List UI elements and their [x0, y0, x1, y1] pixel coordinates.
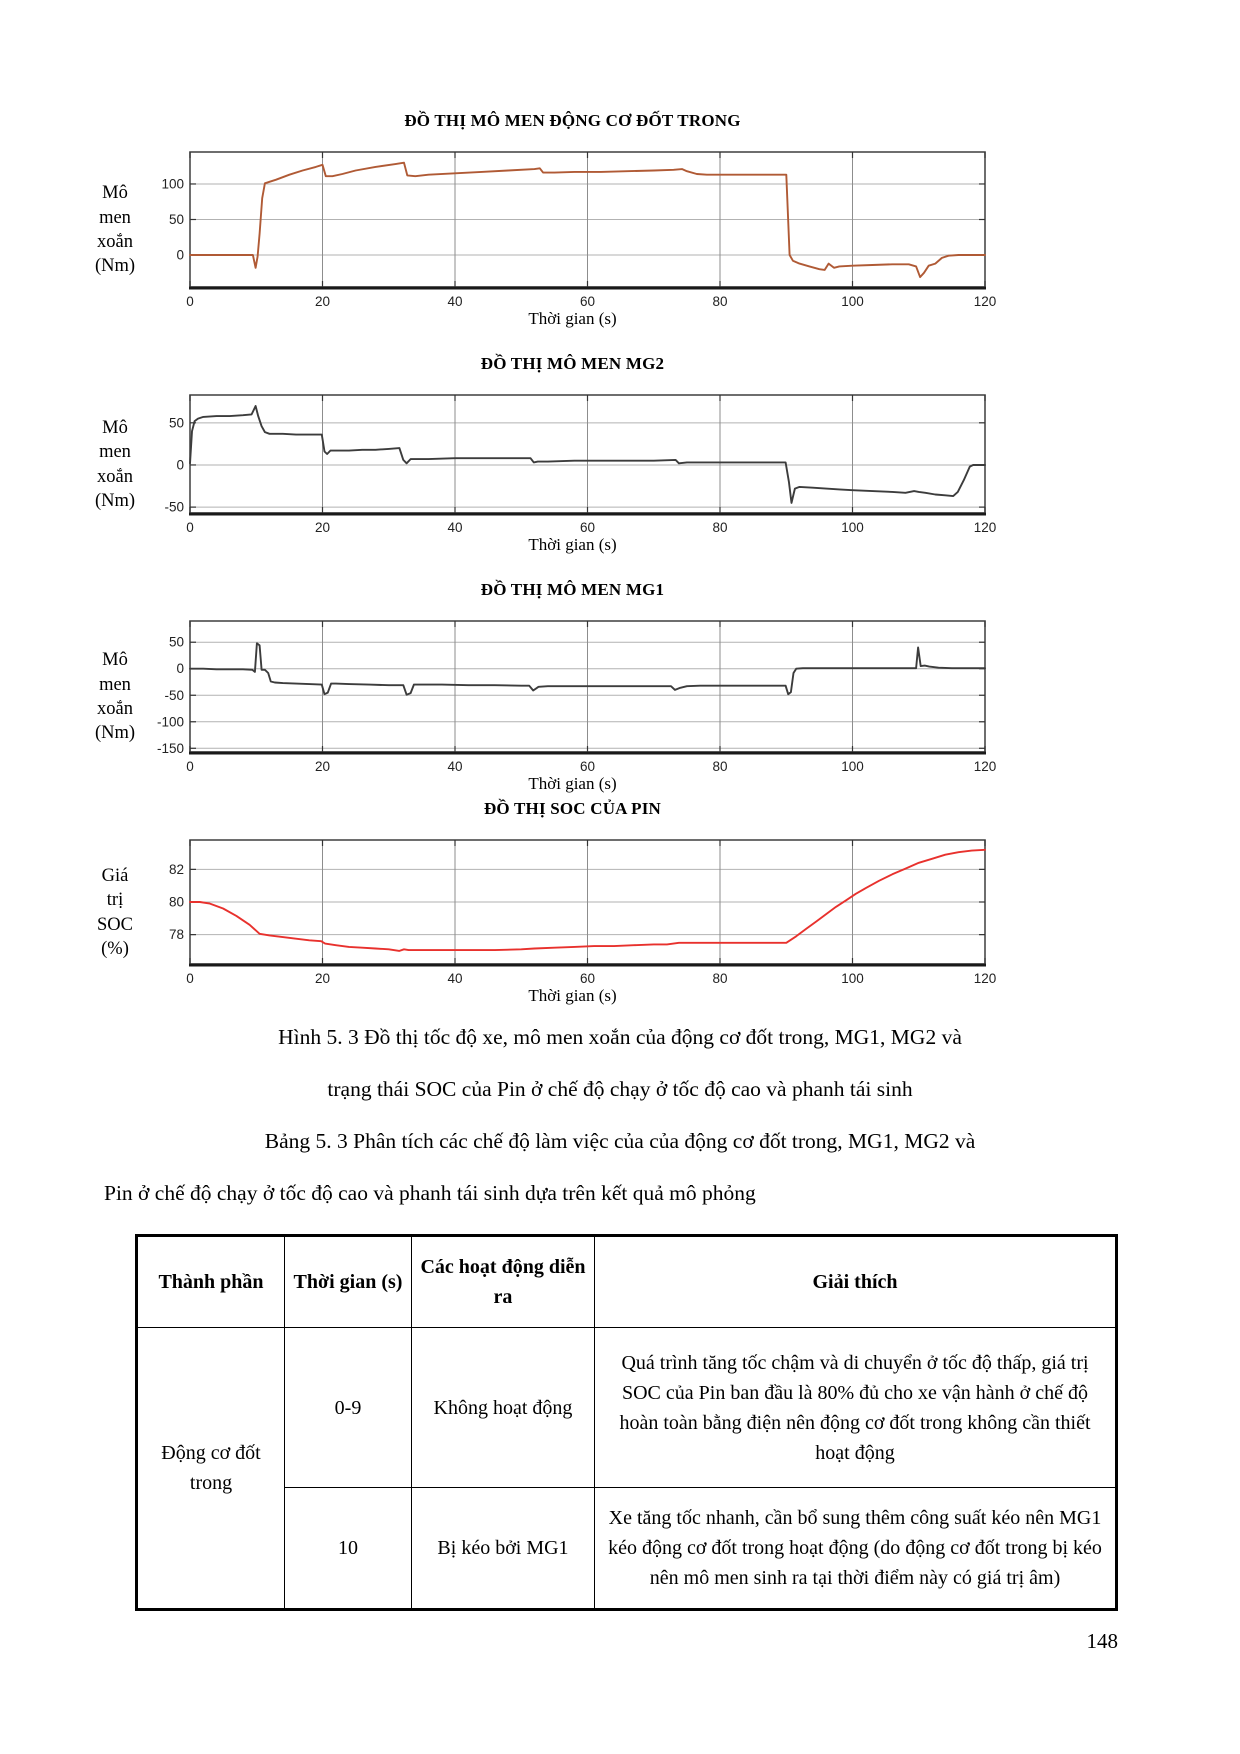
mg2-torque-chart — [86, 353, 1240, 555]
page-number: 148 — [1086, 1629, 1118, 1653]
y-axis-label: Mô men xoắn (Nm) — [94, 417, 136, 511]
battery-soc-plot — [144, 835, 997, 990]
svg-text:120: 120 — [973, 971, 997, 986]
svg-text:0: 0 — [186, 759, 194, 774]
svg-text:80: 80 — [712, 759, 728, 774]
battery-soc-chart — [86, 798, 1240, 1006]
x-axis-label: Thời gian (s) — [528, 535, 617, 554]
svg-text:20: 20 — [314, 759, 331, 774]
svg-text:0: 0 — [186, 294, 194, 309]
header-component: Thành phần — [137, 1236, 285, 1328]
header-time: Thời gian (s) — [285, 1236, 412, 1328]
svg-text:50: 50 — [168, 415, 184, 431]
cell-time: 0-9 — [285, 1328, 412, 1488]
table-caption — [0, 1126, 1240, 1156]
svg-text:20: 20 — [314, 294, 331, 309]
svg-text:100: 100 — [841, 759, 864, 774]
table-caption-line2: Pin ở chế độ chạy ở tốc độ cao và phanh tái sinh dựa trên kết quả mô phỏng — [104, 1181, 756, 1205]
svg-text:-50: -50 — [164, 499, 184, 515]
figure-caption-line2: trạng thái SOC của Pin ở chế độ chạy ở tốc độ cao và phanh tái sinh — [327, 1077, 913, 1101]
svg-text:40: 40 — [447, 759, 463, 774]
cell-explanation: Quá trình tăng tốc chậm và di chuyển ở tốc độ thấp, giá trị SOC của Pin ban đầu là 80% đủ cho xe vận hành ở chế độ hoàn toàn bằng điện nên động cơ đốt trong không cần thiết hoạt động — [595, 1328, 1117, 1488]
svg-text:20: 20 — [314, 520, 331, 535]
svg-text:78: 78 — [168, 927, 184, 943]
svg-text:80: 80 — [712, 971, 728, 986]
svg-text:-150: -150 — [156, 740, 184, 756]
svg-text:-50: -50 — [164, 687, 184, 703]
svg-text:60: 60 — [579, 294, 596, 309]
chart-title: ĐỒ THỊ SOC CỦA PIN — [483, 799, 662, 818]
cell-explanation: Xe tăng tốc nhanh, cần bổ sung thêm công suất kéo nên MG1 kéo động cơ đốt trong hoạt động (do động cơ đốt trong bị kéo nên mô men sinh ra tại thời điểm này có giá trị âm) — [595, 1488, 1117, 1610]
mg1-torque-chart — [86, 579, 1240, 794]
x-axis-label: Thời gian (s) — [528, 774, 617, 793]
mg1-torque-plot — [144, 616, 997, 778]
svg-text:120: 120 — [973, 520, 997, 535]
svg-text:40: 40 — [447, 294, 463, 309]
table-row — [137, 1328, 1117, 1488]
svg-text:100: 100 — [841, 971, 864, 986]
svg-text:120: 120 — [973, 294, 997, 309]
mg2-torque-plot — [144, 390, 997, 539]
svg-text:50: 50 — [168, 634, 184, 650]
figure-caption — [0, 1022, 1240, 1104]
svg-text:82: 82 — [168, 861, 184, 877]
svg-text:100: 100 — [841, 294, 864, 309]
svg-text:20: 20 — [314, 971, 331, 986]
cell-activity: Không hoạt động — [412, 1328, 595, 1488]
svg-text:40: 40 — [447, 520, 463, 535]
cell-component: Động cơ đốt trong — [137, 1328, 285, 1610]
chart-title: ĐỒ THỊ MÔ MEN ĐỘNG CƠ ĐỐT TRONG — [404, 111, 741, 130]
svg-text:0: 0 — [176, 247, 184, 263]
svg-text:0: 0 — [176, 457, 184, 473]
x-axis-label: Thời gian (s) — [528, 309, 617, 328]
svg-text:120: 120 — [973, 759, 997, 774]
ice-torque-plot — [144, 147, 997, 313]
svg-text:40: 40 — [447, 971, 463, 986]
svg-text:60: 60 — [579, 971, 596, 986]
svg-text:-100: -100 — [156, 714, 184, 730]
svg-text:0: 0 — [186, 520, 194, 535]
header-explanation: Giải thích — [595, 1236, 1117, 1328]
svg-text:100: 100 — [161, 176, 184, 192]
chart-title: ĐỒ THỊ MÔ MEN MG1 — [480, 580, 665, 599]
cell-time: 10 — [285, 1488, 412, 1610]
header-activity: Các hoạt động diễn ra — [412, 1236, 595, 1328]
y-axis-label: Mô men xoắn (Nm) — [94, 183, 136, 277]
svg-text:0: 0 — [176, 661, 184, 677]
ice-torque-chart — [86, 110, 1240, 329]
x-axis-label: Thời gian (s) — [528, 986, 617, 1005]
svg-text:60: 60 — [579, 520, 596, 535]
svg-text:80: 80 — [712, 294, 728, 309]
table-header-row — [137, 1236, 1117, 1328]
y-axis-label: Giá trị SOC (%) — [97, 865, 133, 959]
svg-text:60: 60 — [579, 759, 596, 774]
y-axis-label: Mô men xoắn (Nm) — [94, 650, 136, 744]
svg-text:0: 0 — [186, 971, 194, 986]
figure-caption-line1: Hình 5. 3 Đồ thị tốc độ xe, mô men xoắn của động cơ đốt trong, MG1, MG2 và — [278, 1025, 962, 1049]
table-caption-line1: Bảng 5. 3 Phân tích các chế độ làm việc của của động cơ đốt trong, MG1, MG2 và — [264, 1129, 976, 1153]
svg-text:80: 80 — [712, 520, 728, 535]
svg-text:100: 100 — [841, 520, 864, 535]
cell-activity: Bị kéo bởi MG1 — [412, 1488, 595, 1610]
svg-text:50: 50 — [168, 212, 184, 227]
analysis-table — [135, 1234, 1118, 1611]
chart-title: ĐỒ THỊ MÔ MEN MG2 — [480, 354, 665, 373]
svg-text:80: 80 — [168, 894, 184, 910]
